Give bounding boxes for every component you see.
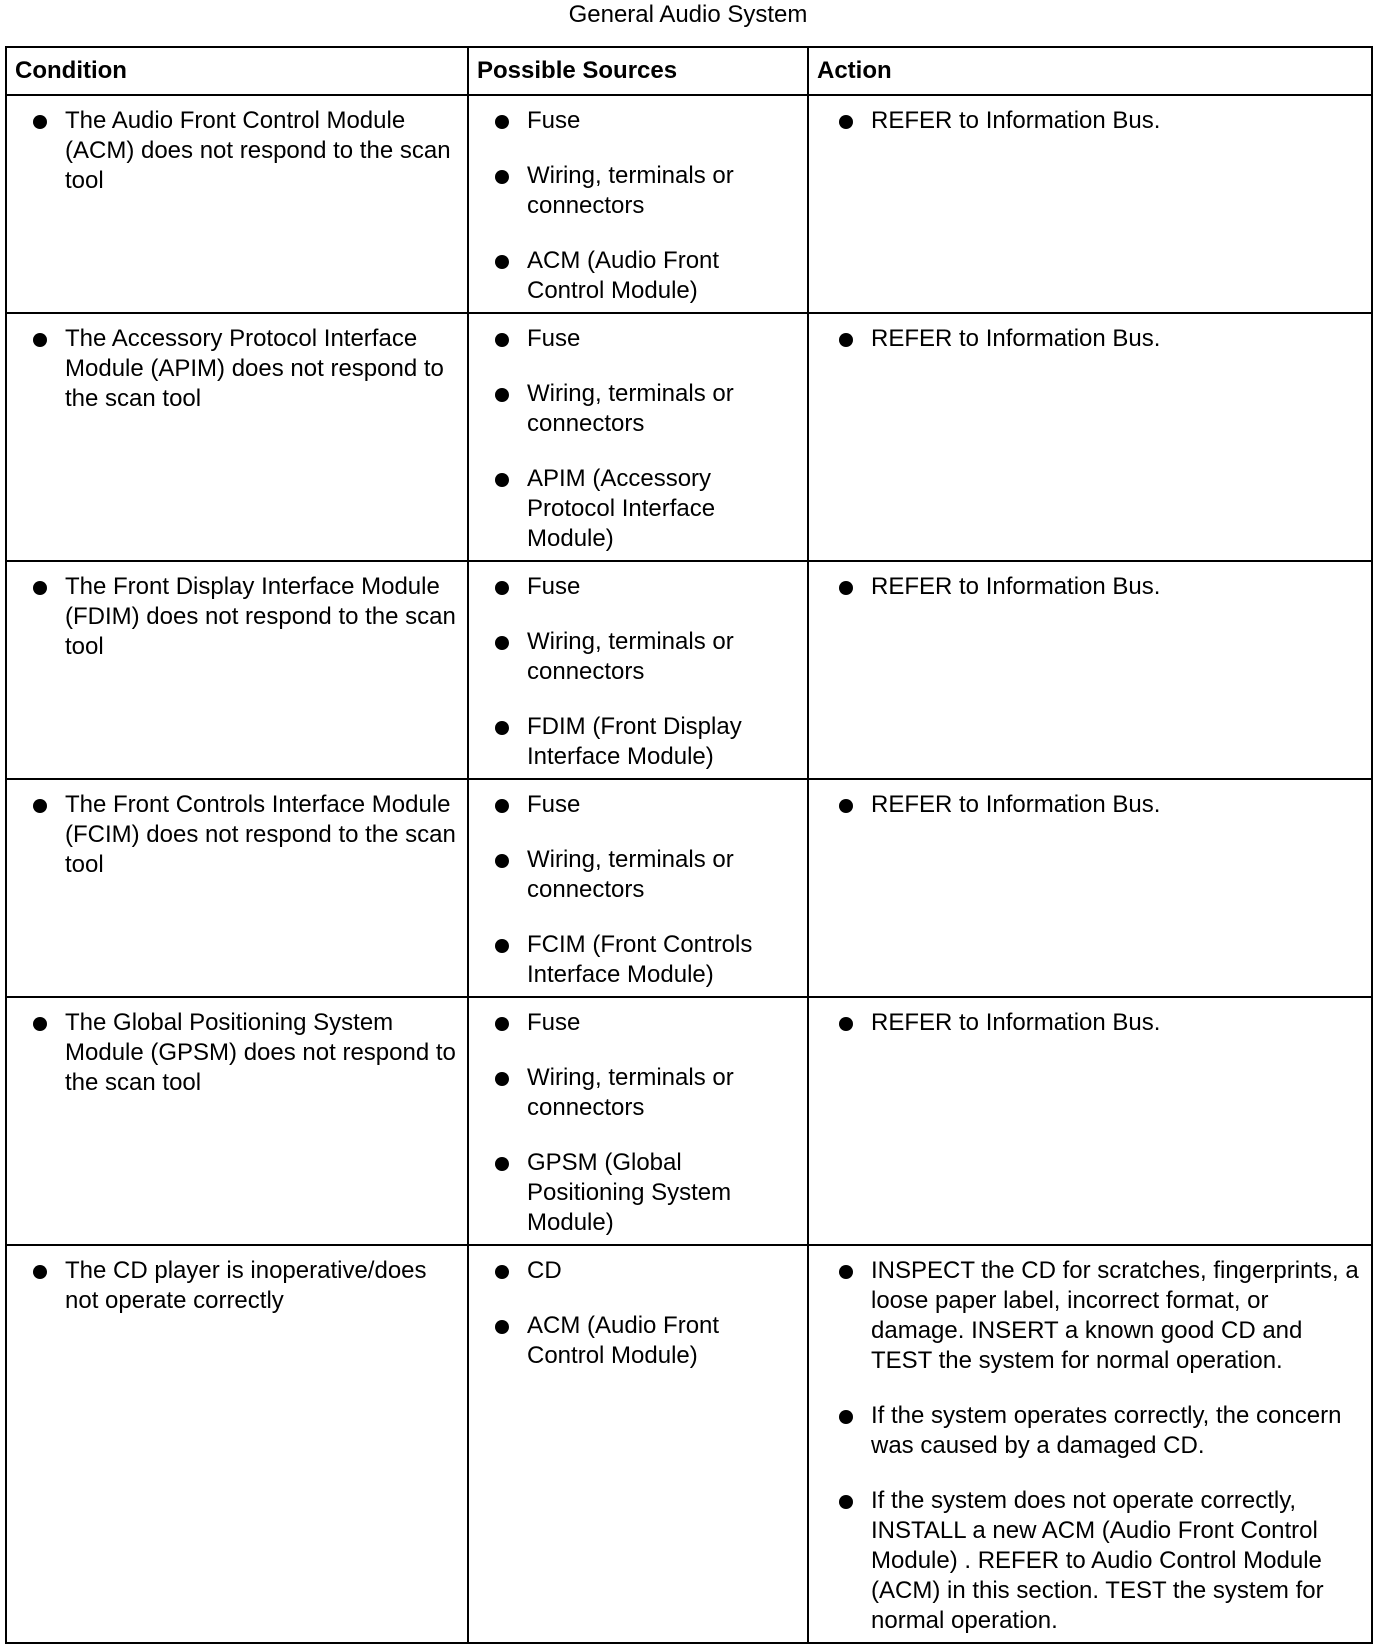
bullet-list [25,106,461,196]
condition-cell [6,997,468,1245]
list-item [25,106,461,196]
bullet-list [25,572,461,662]
table-header-row [6,47,1372,95]
bullet-list [487,572,801,772]
table-body [6,95,1372,1643]
bullet-icon [33,581,47,595]
bullet-icon [495,1157,509,1171]
list-item [831,572,1365,602]
bullet-icon [495,1017,509,1031]
list-item [487,464,801,554]
possible-source-item-text: GPSM (Global Positioning System Module) [527,1149,732,1236]
diagnostic-table [5,46,1373,1644]
bullet-icon [495,333,509,347]
action-item-text: If the system does not operate correctly, INSTALL a new ACM (Audio Front Control Module) . REFER to Audio Control Module (ACM) in this section. TEST the system for normal operation. [871,1487,1324,1634]
bullet-icon [495,170,509,184]
bullet-list [831,106,1365,136]
condition-item-text: The Audio Front Control Module (ACM) does not respond to the scan tool [65,107,451,194]
list-item [487,1063,801,1123]
action-cell [808,313,1372,561]
table-row [6,1245,1372,1643]
column-header-condition: Condition [6,47,468,95]
list-item [831,1256,1365,1376]
possible-source-item-text: APIM (Accessory Protocol Interface Module) [527,465,716,552]
list-item [487,712,801,772]
list-item [831,790,1365,820]
condition-cell [6,779,468,997]
possible-source-item-text: ACM (Audio Front Control Module) [527,1312,720,1369]
possible-source-item-text: Wiring, terminals or connectors [527,380,734,437]
bullet-icon [839,1410,853,1424]
list-item [487,1008,801,1038]
possible-source-item-text: Fuse [527,107,581,134]
bullet-list [25,1008,461,1098]
list-item [487,572,801,602]
action-item-text: REFER to Information Bus. [871,1009,1161,1036]
bullet-icon [495,636,509,650]
list-item [25,790,461,880]
possible-source-item-text: Fuse [527,573,581,600]
bullet-icon [495,1265,509,1279]
bullet-icon [839,1265,853,1279]
bullet-list [487,106,801,306]
possible-source-item-text: FDIM (Front Display Interface Module) [527,713,742,770]
bullet-list [831,1256,1365,1636]
action-cell [808,779,1372,997]
table-row [6,561,1372,779]
list-item [487,1311,801,1371]
bullet-list [487,1008,801,1238]
possible-source-item-text: Wiring, terminals or connectors [527,1064,734,1121]
list-item [831,1486,1365,1636]
list-item [487,845,801,905]
bullet-icon [839,799,853,813]
action-cell [808,1245,1372,1643]
table-row [6,313,1372,561]
diagnostic-table-container [5,46,1371,1644]
list-item [487,324,801,354]
column-header-possible-sources: Possible Sources [468,47,808,95]
column-header-action: Action [808,47,1372,95]
bullet-list [25,324,461,414]
possible-source-item-text: Fuse [527,325,581,352]
possible-sources-cell [468,313,808,561]
bullet-icon [33,333,47,347]
condition-cell [6,561,468,779]
list-item [487,1148,801,1238]
condition-cell [6,1245,468,1643]
possible-source-item-text: Fuse [527,791,581,818]
bullet-icon [495,115,509,129]
possible-sources-cell [468,997,808,1245]
possible-source-item-text: Wiring, terminals or connectors [527,846,734,903]
table-row [6,997,1372,1245]
bullet-icon [839,115,853,129]
list-item [25,1008,461,1098]
action-item-text: REFER to Information Bus. [871,325,1161,352]
possible-sources-cell [468,1245,808,1643]
bullet-icon [33,115,47,129]
possible-source-item-text: Fuse [527,1009,581,1036]
condition-item-text: The Global Positioning System Module (GPSM) does not respond to the scan tool [65,1009,456,1096]
list-item [487,790,801,820]
bullet-icon [33,799,47,813]
list-item [831,106,1365,136]
bullet-icon [495,1072,509,1086]
bullet-icon [33,1265,47,1279]
list-item [25,1256,461,1316]
bullet-list [487,790,801,990]
list-item [831,1401,1365,1461]
bullet-icon [839,333,853,347]
possible-sources-cell [468,561,808,779]
bullet-list [831,572,1365,602]
condition-item-text: The Front Controls Interface Module (FCIM) does not respond to the scan tool [65,791,456,878]
list-item [487,246,801,306]
list-item [831,324,1365,354]
list-item [25,572,461,662]
action-item-text: If the system operates correctly, the concern was caused by a damaged CD. [871,1402,1342,1459]
action-item-text: REFER to Information Bus. [871,107,1161,134]
action-cell [808,95,1372,313]
possible-source-item-text: FCIM (Front Controls Interface Module) [527,931,753,988]
action-item-text: INSPECT the CD for scratches, fingerprints, a loose paper label, incorrect format, or damage. INSERT a known good CD and TEST the system for normal operation. [871,1257,1359,1374]
bullet-icon [495,1320,509,1334]
list-item [487,930,801,990]
action-cell [808,997,1372,1245]
bullet-icon [495,799,509,813]
bullet-list [487,1256,801,1371]
bullet-icon [495,939,509,953]
bullet-list [25,1256,461,1316]
condition-cell [6,95,468,313]
possible-source-item-text: Wiring, terminals or connectors [527,162,734,219]
condition-item-text: The CD player is inoperative/does not operate correctly [65,1257,427,1314]
bullet-icon [495,581,509,595]
bullet-list [831,324,1365,354]
bullet-list [25,790,461,880]
bullet-list [487,324,801,554]
bullet-icon [495,255,509,269]
bullet-icon [839,1495,853,1509]
possible-source-item-text: CD [527,1257,562,1284]
list-item [487,106,801,136]
page-title: General Audio System [568,1,808,28]
list-item [25,324,461,414]
condition-cell [6,313,468,561]
list-item [487,161,801,221]
bullet-icon [495,388,509,402]
possible-source-item-text: Wiring, terminals or connectors [527,628,734,685]
possible-sources-cell [468,779,808,997]
bullet-list [831,790,1365,820]
list-item [487,627,801,687]
condition-item-text: The Accessory Protocol Interface Module (APIM) does not respond to the scan tool [65,325,444,412]
action-cell [808,561,1372,779]
action-item-text: REFER to Information Bus. [871,791,1161,818]
action-item-text: REFER to Information Bus. [871,573,1161,600]
condition-item-text: The Front Display Interface Module (FDIM) does not respond to the scan tool [65,573,456,660]
bullet-icon [495,721,509,735]
list-item [487,1256,801,1286]
bullet-icon [839,581,853,595]
table-row [6,95,1372,313]
bullet-icon [495,854,509,868]
bullet-icon [839,1017,853,1031]
possible-source-item-text: ACM (Audio Front Control Module) [527,247,720,304]
bullet-list [831,1008,1365,1038]
list-item [831,1008,1365,1038]
table-row [6,779,1372,997]
list-item [487,379,801,439]
bullet-icon [495,473,509,487]
possible-sources-cell [468,95,808,313]
bullet-icon [33,1017,47,1031]
